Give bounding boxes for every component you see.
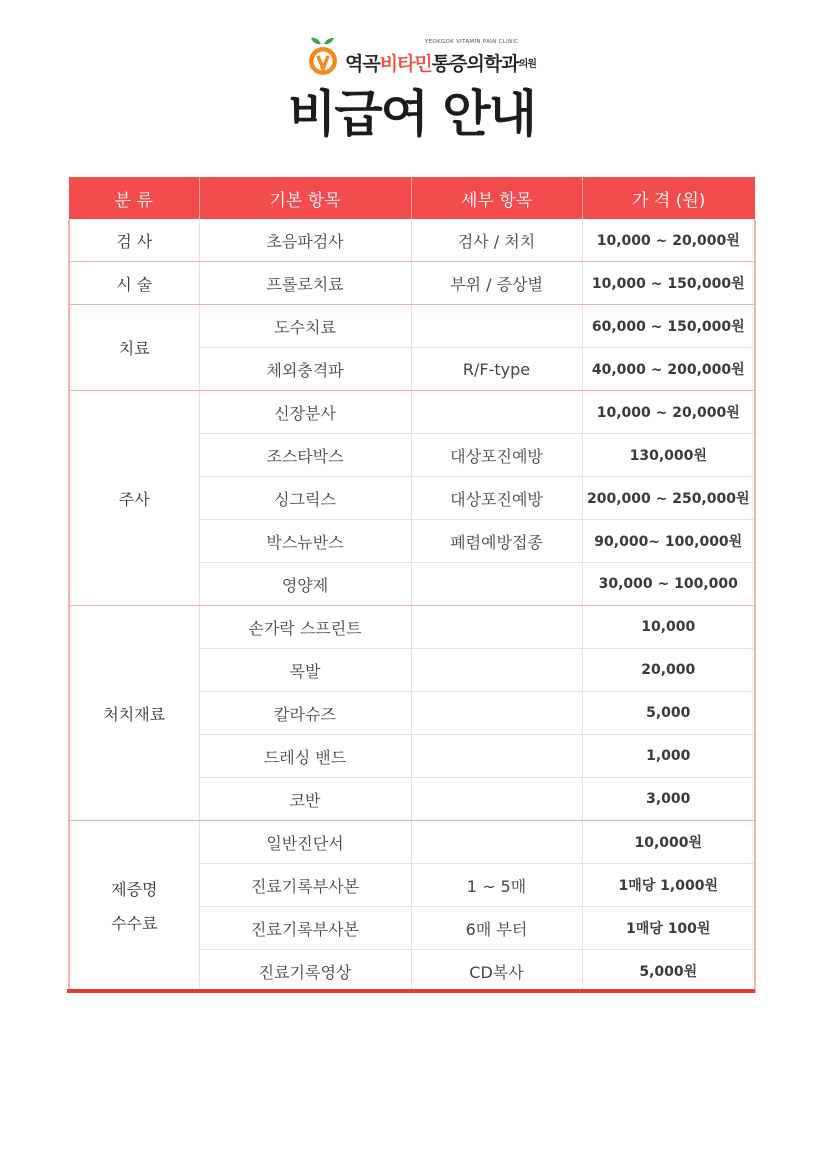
base-item-cell: 일반진단서 bbox=[199, 821, 411, 864]
price-cell: 10,000 ~ 20,000원 bbox=[582, 219, 755, 262]
price-cell: 20,000 bbox=[582, 649, 755, 692]
table-row bbox=[69, 219, 755, 262]
sub-item-cell bbox=[411, 692, 582, 735]
sub-item-cell bbox=[411, 606, 582, 649]
price-table bbox=[68, 177, 756, 993]
table-row bbox=[69, 606, 755, 649]
price-cell: 5,000원 bbox=[582, 950, 755, 993]
table-bottom-rule bbox=[67, 989, 755, 993]
price-cell: 10,000 ~ 20,000원 bbox=[582, 391, 755, 434]
price-cell: 30,000 ~ 100,000 bbox=[582, 563, 755, 606]
header-category: 분 류 bbox=[69, 177, 199, 219]
table-row bbox=[69, 391, 755, 434]
logo-name bbox=[345, 49, 536, 76]
header-price: 가 격 (원) bbox=[582, 177, 755, 219]
price-cell: 1매당 1,000원 bbox=[582, 864, 755, 907]
base-item-cell: 프롤로치료 bbox=[199, 262, 411, 305]
price-cell: 5,000 bbox=[582, 692, 755, 735]
base-item-cell: 박스뉴반스 bbox=[199, 520, 411, 563]
sub-item-cell: 검사 / 처치 bbox=[411, 219, 582, 262]
sub-item-cell bbox=[411, 821, 582, 864]
base-item-cell: 조스타박스 bbox=[199, 434, 411, 477]
base-item-cell: 목발 bbox=[199, 649, 411, 692]
logo-english-name: YEOKGOK VITAMIN PAIN CLINIC bbox=[425, 39, 519, 45]
sub-item-cell bbox=[411, 563, 582, 606]
price-cell: 1매당 100원 bbox=[582, 907, 755, 950]
sub-item-cell: CD복사 bbox=[411, 950, 582, 993]
category-cell: 검 사 bbox=[69, 219, 199, 262]
sub-item-cell: R/F-type bbox=[411, 348, 582, 391]
sub-item-cell: 폐렴예방접종 bbox=[411, 520, 582, 563]
sub-item-cell: 1 ~ 5매 bbox=[411, 864, 582, 907]
base-item-cell: 초음파검사 bbox=[199, 219, 411, 262]
category-cell: 시 술 bbox=[69, 262, 199, 305]
logo-prefix: 역곡 bbox=[345, 53, 380, 75]
base-item-cell: 체외충격파 bbox=[199, 348, 411, 391]
price-cell: 200,000 ~ 250,000원 bbox=[582, 477, 755, 520]
base-item-cell: 진료기록영상 bbox=[199, 950, 411, 993]
price-cell: 10,000원 bbox=[582, 821, 755, 864]
base-item-cell: 신장분사 bbox=[199, 391, 411, 434]
sub-item-cell: 대상포진예방 bbox=[411, 434, 582, 477]
price-cell: 60,000 ~ 150,000원 bbox=[582, 305, 755, 348]
price-cell: 40,000 ~ 200,000원 bbox=[582, 348, 755, 391]
sub-item-cell bbox=[411, 649, 582, 692]
base-item-cell: 드레싱 밴드 bbox=[199, 735, 411, 778]
base-item-cell: 싱그릭스 bbox=[199, 477, 411, 520]
category-line: 제증명 bbox=[111, 879, 158, 899]
price-cell: 130,000원 bbox=[582, 434, 755, 477]
sub-item-cell: 6매 부터 bbox=[411, 907, 582, 950]
base-item-cell: 코반 bbox=[199, 778, 411, 821]
table-row bbox=[69, 262, 755, 305]
sub-item-cell bbox=[411, 735, 582, 778]
table-header-row bbox=[69, 177, 755, 219]
sub-item-cell: 대상포진예방 bbox=[411, 477, 582, 520]
table-row bbox=[69, 305, 755, 348]
category-cell: 주사 bbox=[69, 391, 199, 606]
base-item-cell: 진료기록부사본 bbox=[199, 907, 411, 950]
category-line: 수수료 bbox=[111, 913, 158, 933]
sub-item-cell: 부위 / 증상별 bbox=[411, 262, 582, 305]
clinic-logo bbox=[0, 34, 823, 78]
base-item-cell: 손가락 스프린트 bbox=[199, 606, 411, 649]
price-cell: 3,000 bbox=[582, 778, 755, 821]
sub-item-cell bbox=[411, 778, 582, 821]
sub-item-cell bbox=[411, 391, 582, 434]
vitamin-orange-icon bbox=[307, 34, 339, 78]
page-title: 비급여 안내 bbox=[288, 85, 535, 143]
sub-item-cell bbox=[411, 305, 582, 348]
base-item-cell: 진료기록부사본 bbox=[199, 864, 411, 907]
logo-small: 의원 bbox=[518, 58, 536, 70]
base-item-cell: 칼라슈즈 bbox=[199, 692, 411, 735]
logo-suffix: 통증의학과 bbox=[431, 53, 519, 75]
category-cell bbox=[69, 821, 199, 993]
table-row bbox=[69, 821, 755, 864]
category-cell: 치료 bbox=[69, 305, 199, 391]
price-cell: 90,000~ 100,000원 bbox=[582, 520, 755, 563]
header-base-item: 기본 항목 bbox=[199, 177, 411, 219]
price-cell: 10,000 ~ 150,000원 bbox=[582, 262, 755, 305]
price-cell: 10,000 bbox=[582, 606, 755, 649]
price-cell: 1,000 bbox=[582, 735, 755, 778]
header-sub-item: 세부 항목 bbox=[411, 177, 582, 219]
logo-highlight: 비타민 bbox=[379, 53, 432, 75]
base-item-cell: 영양제 bbox=[199, 563, 411, 606]
base-item-cell: 도수치료 bbox=[199, 305, 411, 348]
category-cell: 처치재료 bbox=[69, 606, 199, 821]
